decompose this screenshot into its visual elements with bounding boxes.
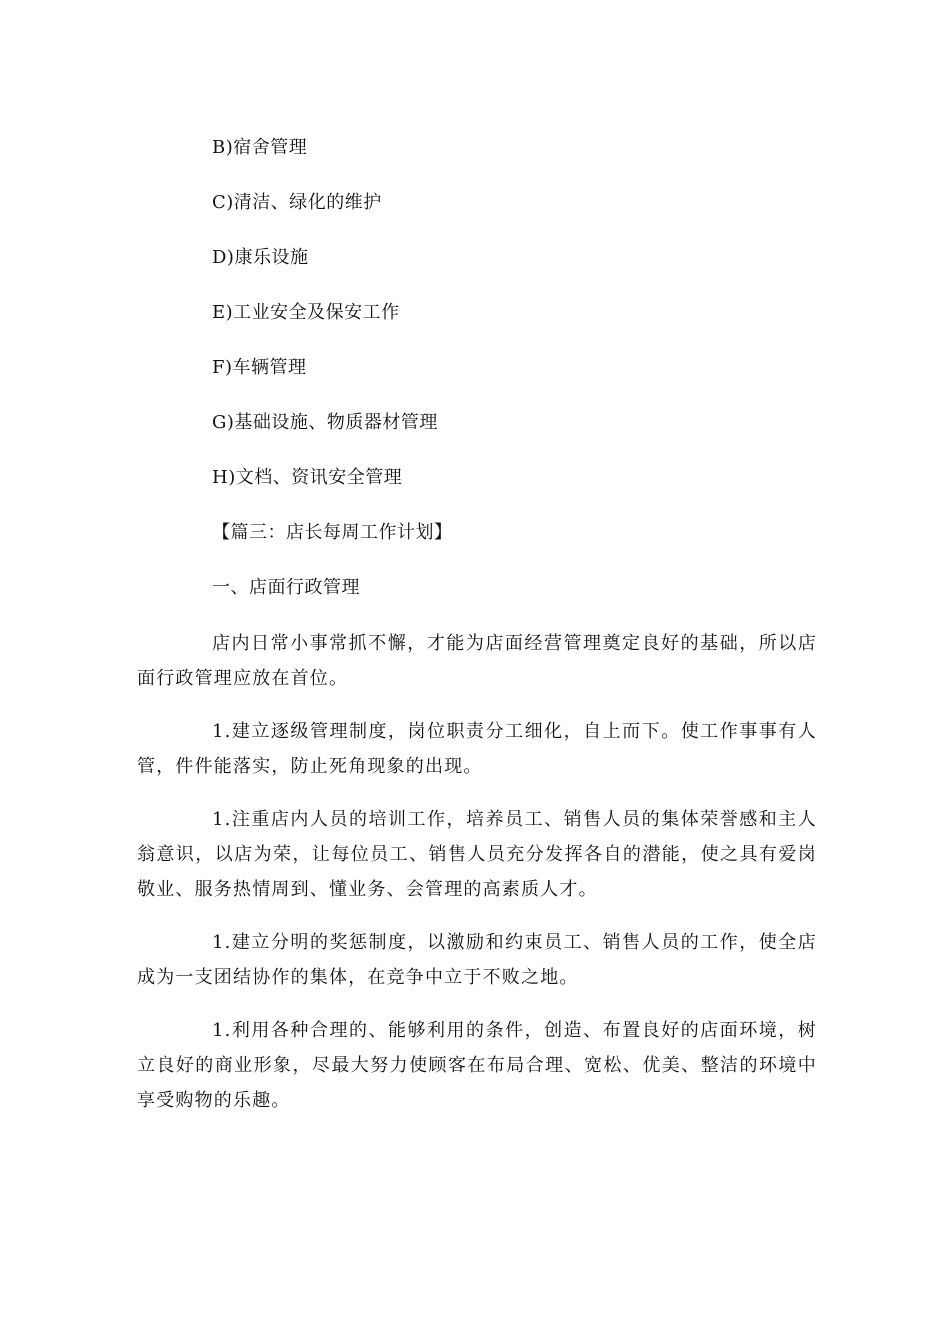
- list-item: G)基础设施、物质器材管理: [212, 412, 438, 433]
- paragraph: 1.利用各种合理的、能够利用的条件，创造、布置良好的店面环境，树立良好的商业形象，尽最大努力使顾客在布局合理、宽松、优美、整洁的环境中享受购物的乐趣。: [137, 1020, 817, 1111]
- list-item: C)清洁、绿化的维护: [212, 192, 382, 213]
- section-title: 【篇三：店长每周工作计划】: [212, 522, 453, 543]
- list-item: F)车辆管理: [212, 357, 307, 378]
- list-item: B)宿舍管理: [212, 137, 308, 158]
- paragraph: 1.建立逐级管理制度，岗位职责分工细化，自上而下。使工作事事有人管，件件能落实，防止死角现象的出现。: [137, 721, 817, 777]
- list-item: D)康乐设施: [212, 247, 309, 268]
- paragraph: 1.建立分明的奖惩制度，以激励和约束员工、销售人员的工作，使全店成为一支团结协作的集体，在竞争中立于不败之地。: [137, 932, 817, 988]
- paragraph: 1.注重店内人员的培训工作，培养员工、销售人员的集体荣誉感和主人翁意识，以店为荣，让每位员工、销售人员充分发挥各自的潜能，使之具有爱岗敬业、服务热情周到、懂业务、会管理的高素质人才。: [137, 809, 817, 900]
- list-item: H)文档、资讯安全管理: [212, 467, 403, 488]
- subheading: 一、店面行政管理: [212, 577, 360, 598]
- list-item: E)工业安全及保安工作: [212, 302, 400, 323]
- paragraph: 店内日常小事常抓不懈，才能为店面经营管理奠定良好的基础，所以店面行政管理应放在首位。: [137, 633, 817, 689]
